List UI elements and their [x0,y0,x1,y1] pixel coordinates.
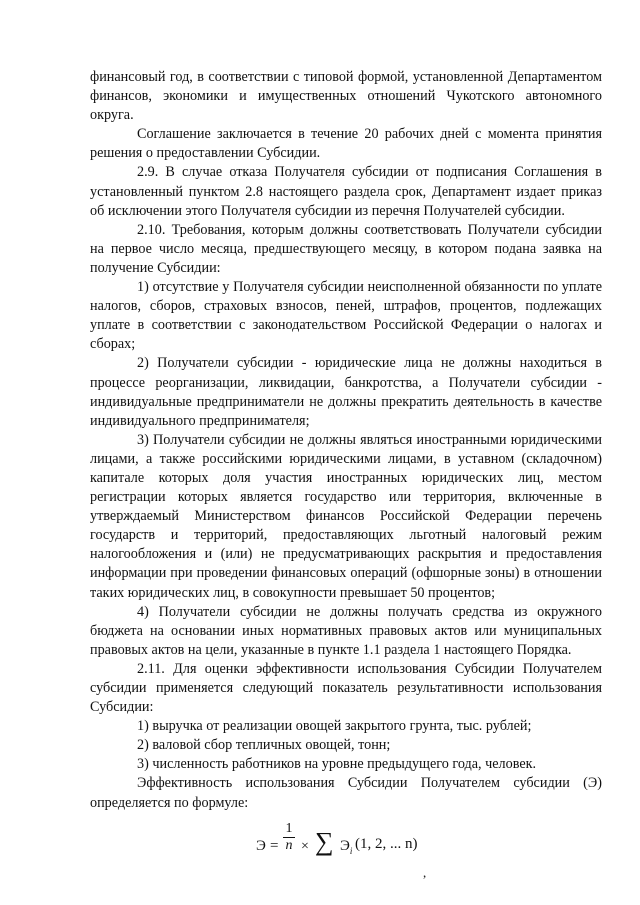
formula-equals: = [270,837,279,854]
paragraph: 2) Получатели субсидии - юридические лица не должны находиться в процессе реорганизации, ликвидации, банкротства, а Получатели субсидии - индивидуальные предприниматели не должны прекратить деятельность в качестве индивидуального предпринимателя; [90,355,602,429]
paragraph: 2.9. В случае отказа Получателя субсидии от подписания Соглашения в установленный пунктом 2.8 настоящего раздела срок, Департамент издает приказ об исключении этого Получателя субсидии из перечня Получателей субсидии. [90,164,602,219]
formula-sum-sign: ∑ [315,826,334,856]
paragraph: 1) отсутствие у Получателя субсидии неисполненной обязанности по уплате налогов, сборов, страховых взносов, пеней, штрафов, процентов, подлежащих уплате в соответствии с законодательством Российской Федерации о налогах и сборах; [90,279,602,353]
efficiency-formula [90,817,602,879]
formula-term-letter: Э [340,837,350,854]
formula-trailing-comma: , [423,864,427,880]
formula-denominator: n [285,837,293,853]
paragraph: финансовый год, в соответствии с типовой формой, установленной Департаментом финансов, экономики и имущественных отношений Чукотского автономного округа. [90,69,602,124]
paragraph: Соглашение заключается в течение 20 рабочих дней с момента принятия решения о предоставлении Субсидии. [90,126,602,162]
paragraph: Эффективность использования Субсидии Получателем субсидии (Э) определяется по формуле: [90,775,602,811]
paragraph: 1) выручка от реализации овощей закрытого грунта, тыс. рублей; [137,718,532,735]
paragraph: 3) Получатели субсидии не должны являться иностранными юридическими лицами, а также российскими юридическими лицами, в уставном (складочном) капитале которых доля участия иностранных юридических лиц, местом регистрации которых является государство или территория, включенные в утверждаемый Министерством финансов Российской Федерации перечень государств и территорий, предоставляющих льготный налоговый режим налогообложения и (или) не предусматривающих раскрытия и предоставления информации при проведении финансовых операций (офшорные зоны) в отношении таких юридических лиц, в совокупности превышает 50 процентов; [90,431,602,601]
paragraph: 2.10. Требования, которым должны соответствовать Получатели субсидии на первое число месяца, предшествующего месяцу, в котором подана заявка на получение Субсидии: [90,221,602,276]
formula-times: × [301,838,309,854]
paragraph: 2.11. Для оценки эффективности использования Субсидии Получателем субсидии применяется следующий показатель результативности использования Субсидии: [90,660,602,716]
document-body [90,68,602,813]
formula-args: (1, 2, ... n) [355,835,418,852]
formula-lhs: Э [256,837,266,854]
paragraph: 2) валовой сбор тепличных овощей, тонн; [137,737,391,754]
paragraph: 4) Получатели субсидии не должны получать средства из окружного бюджета на основании иных нормативных правовых актов или муниципальных правовых актов на цели, указанные в пункте 1.1 раздела 1 настоящего Порядка. [90,603,602,658]
formula-term [340,837,352,861]
paragraph: 3) численность работников на уровне предыдущего года, человек. [137,756,537,773]
formula-numerator: 1 [283,821,295,838]
document-page [90,68,602,879]
formula-fraction [283,821,295,854]
formula-subscript: i [349,845,353,856]
